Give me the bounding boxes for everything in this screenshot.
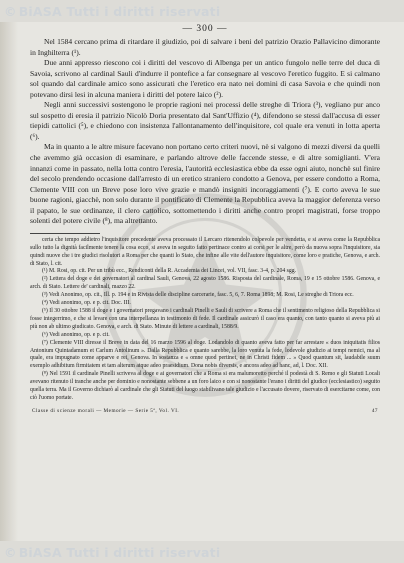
paragraph: Negli anni successivi sostengono le proprie ragioni nei processi delle streghe di Triora (³), vegliano pur anco sul sospetto di eresia il patrizio Nicolò Doria presentato dal Sant'Uffizio (⁴), difendono se stessi dall'accusa di esser tiepidi cattolici (⁵), e chiedono con insistenza l'allontanamento dell'inquisitore, col quale era venuti in lotta aperta (⁶). (30, 100, 380, 141)
page-footer (30, 408, 380, 414)
footnote: (⁵) Il 30 ottobre 1588 il doge e i governatori pregavano i cardinali Pinelli e Sauli di scrivere a Roma che il sentimento religioso della Repubblica si fosse integerrimo, e che si levare con una interpellanza in testimonio di fede. Il cardinale assicurò il caso era quanto, con tanto quanto si aveva più ai più non ab ultimo giudicato. Genova, e arch. di Stato. Minute di lettere a cardinali, 1588/9. (30, 308, 380, 330)
banner-bottom-text: BiASA Tutti i diritti riservati (18, 544, 221, 560)
paragraph: Due anni appresso riescono coi i diritti del vescovo di Albenga per un antico fungolo nelle terre del duca di Savoia, scrivono al cardinal Sauli d'indurre il pontefice a far consegnare al vescovo l'eretico fuggito. E si calmano sol quando dal cardinale amico sono assicurati che l'eretico era nato nei domini di casa Savoia e che quindi non potevano dirsi lesi in alcuna maniera i diritti del potere laico (²). (30, 58, 380, 99)
footer-signature: 47 (371, 407, 378, 414)
copyright-icon: © (4, 3, 17, 19)
footnote: (¹) M. Rosi, op. cit. Per un tribù ecc., Rendiconti della R. Accademia dei Lincei, vol. VII, fasc. 3-4, p. 204 sgg. (42, 268, 297, 275)
body-text (30, 37, 380, 227)
footnote: (⁴) Vedi anonimo, op. e p. cit. Doc. III. (42, 300, 131, 307)
footnotes (30, 237, 380, 403)
copyright-icon: © (4, 544, 17, 560)
footnote: (⁶) Vedi anonimo, op. e p. cit. (42, 331, 110, 338)
footnote: (³) Vedi Anonimo, op. cit., Ill. p. 194 e in Rivista delle discipline carcerarie, fasc. 5, 6, 7. Roma 1898; M. Rosi, Le streghe di Triora ecc. (42, 292, 354, 299)
footnote-divider (30, 233, 100, 234)
footer-series: Classe di scienze morali — Memorie — Serie 5ª, Vol. VI. (32, 407, 180, 414)
banner-top-text: BiASA Tutti i diritti riservati (18, 3, 221, 19)
footnote: (²) Lettera del doge e dei governatori al cardinal Sauli, Genova, 22 agosto 1586. Risposta del cardinale, Roma, 19 e 15 ottobre 1586. Genova, e arch. di Stato. Lettere de' cardinali, mazzo 22. (30, 276, 380, 291)
footnote: (⁷) Clemente VIII diresse il Breve in data del 16 marzo 1596 al doge. Lodandolo di quanto aveva fatto per far arrestare « duos iniquitatis filios Antonium Quintadamum et Carlum Antolinum ». Dalla Repubblica e quanto sarebbe, la loro venuta la fede, lodevole giudizio ai tempi nemici, ma al quale, era impugnato come apparve e rei, Genova. In sostanza e « omne quod pertinet, ne in Christi fidem ... » Quod quantum sit, laudabile suum exemplo adhibitum firmitatem et tam alterum atque adeo praesidium. Dona nobis diversis, e ancora adeo ad hanc, ad, l. Doc. XII. (30, 339, 380, 370)
page-gutter-shadow (0, 0, 18, 563)
footnote: certa che tempo addietro l'inquisitore precedente aveva processato il Lercaro ritenendolo colpevole per vendetta, e si aveva come la Repubblica sullo tutto la dignità facilmente tenere la cosa ecco, si aveva in seguito fatto pertinace contro ai corsi per le altre, però da nuova sopra l'inquisitore, sia quindi nuove che i tre giudici risolutori a Roma per che quanti lo Stato, che infine alle vite dell'autore inquisitore, come loro e pratiche, Genova, e arch. di Stato, l. cit. (30, 236, 380, 267)
footnote: (⁸) Nel 1591 il cardinale Pinelli scriveva al doge e ai governatori che a Roma si era malumoretto perché il podestà di S. Remo e gli Statuti Locali avevano ritenuto il tranche anche per dominio e nonostante sebbene a un foro laico e con si nonostante l'erano i diritti del giudice (ecclesiastico) seguito quella terra. Ma il Governo dichiarò al cardinale che gli Statuti del luogo stabilivano tale giudizio e l'accusato dovere, riservato di esercitarne come, con ciò l'uomo portate. (30, 371, 380, 401)
watermark-banner-top (0, 0, 404, 22)
document-page (30, 22, 380, 538)
paragraph: Ma in quanto a le altre misure facevano non portano certo criteri nuovi, nè si valgono di mezzi diversi da quelli che avemmo già occasion di esaminare, e parlando altrove delle faccende stesse, e di altre somiglianti. V'era innanzi come in passato, nella lotta contro l'eresia, l'autorità ecclesiastica ebbe da esse ogni aiuto, nonchè sul finire del secolo prendendo occasione dall'arresto di un eretico straniero condotto a Genova, per essere condotto a Roma, Clemente VIII con un Breve pose loro vive grazie e mandò insigniti incoraggiamenti (⁷). E corto aveva le sue buone ragioni, giacchè, non solo durante il pontificato di Clemente la Repubblica aveva la maggior deferenza verso il papato, le sue ordinanze, il clero cattolico, sottomettendo i diritti anche contro propri magistrati, forse troppo solenti del potere civile (⁸), ma altrettanto. (30, 142, 380, 226)
page-number: — 300 — (182, 24, 228, 34)
paragraph: Nel 1584 cercano prima di ritardare il giudizio, poi di salvare i beni del patrizio Orazio Pallavicino dimorante in Inghilterra (¹). (30, 37, 380, 57)
watermark-banner-bottom (0, 541, 404, 563)
